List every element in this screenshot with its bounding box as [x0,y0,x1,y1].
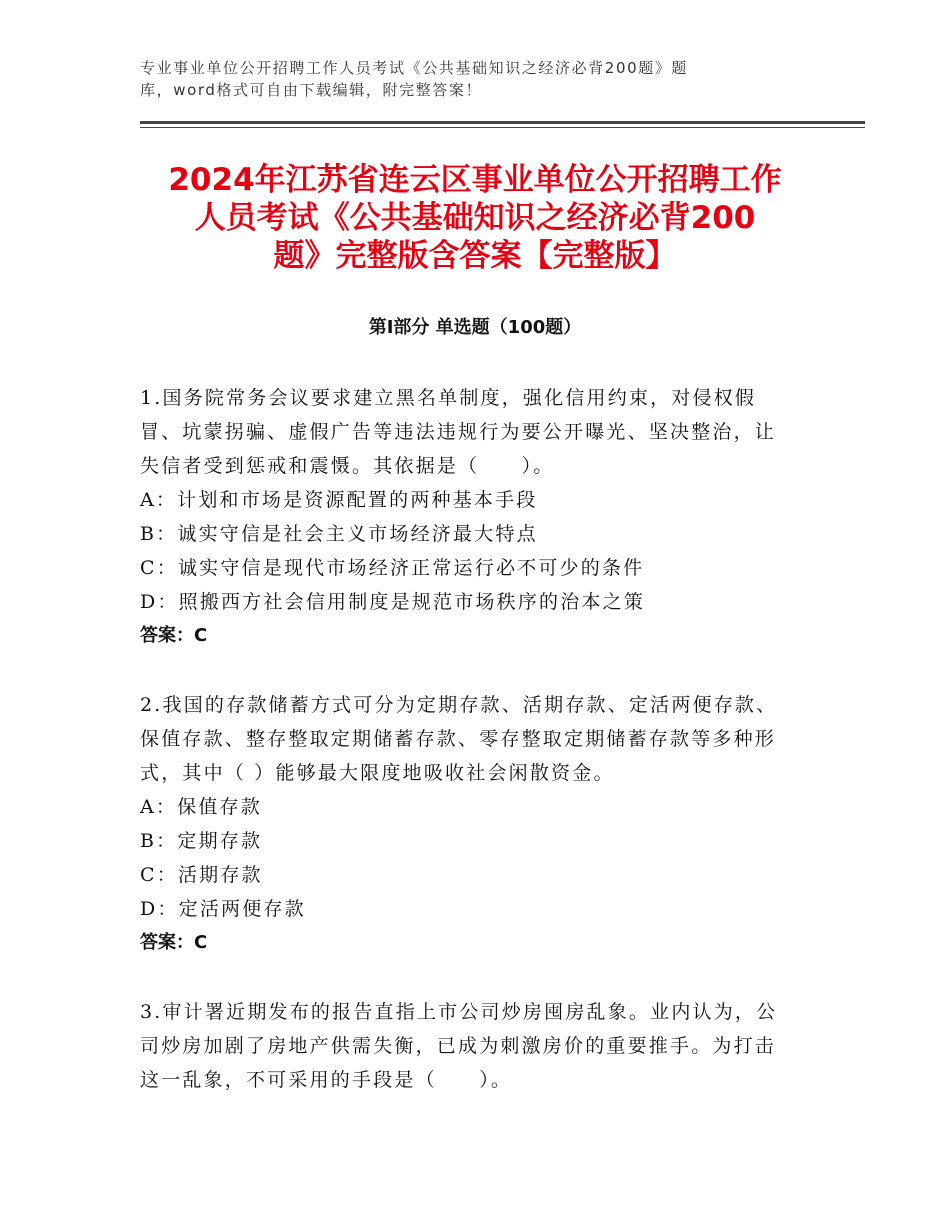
document-title [0,161,950,275]
question-text-line: 司炒房加剧了房地产供需失衡，已成为刺激房价的重要推手。为打击 [140,1035,777,1057]
section-heading: 第Ⅰ部分 单选题（100题） [368,317,582,338]
option-d: D：定活两便存款 [140,898,306,920]
header-line: 专业事业单位公开招聘工作人员考试《公共基础知识之经济必背200题》题 [140,59,689,77]
question-3 [140,995,840,1097]
option-c: C：诚实守信是现代市场经济正常运行必不可少的条件 [140,557,645,579]
question-1 [140,381,840,653]
header-rule-thin [140,127,865,128]
answer: 答案：C [140,625,208,646]
answer: 答案：C [140,932,208,953]
title-line: 2024年江苏省连云区事业单位公开招聘工作 [168,162,782,198]
option-b: B：诚实守信是社会主义市场经济最大特点 [140,523,538,545]
question-text-line: 3.审计署近期发布的报告直指上市公司炒房囤房乱象。业内认为，公 [140,1001,778,1023]
question-text-line: 保值存款、整存整取定期储蓄存款、零存整取定期储蓄存款等多种形 [140,728,777,750]
title-line: 人员考试《公共基础知识之经济必背200 [194,200,756,236]
page-header [140,57,865,101]
title-line: 题》完整版含答案【完整版】 [273,238,677,274]
question-text-line: 这一乱象，不可采用的手段是（ ）。 [140,1069,513,1091]
question-2 [140,688,840,960]
header-line: 库，word格式可自由下载编辑，附完整答案！ [140,81,483,99]
option-b: B：定期存款 [140,830,263,852]
question-text-line: 冒、坑蒙拐骗、虚假广告等违法违规行为要公开曝光、坚决整治，让 [140,421,777,443]
option-a: A：保值存款 [140,796,262,818]
option-c: C：活期存款 [140,864,263,886]
option-d: D：照搬西方社会信用制度是规范市场秩序的治本之策 [140,591,646,613]
question-text-line: 1.国务院常务会议要求建立黑名单制度，强化信用约束，对侵权假 [140,387,757,409]
question-text-line: 2.我国的存款储蓄方式可分为定期存款、活期存款、定活两便存款、 [140,694,778,716]
option-a: A：计划和市场是资源配置的两种基本手段 [140,489,538,511]
header-rule-thick [140,121,865,124]
question-text-line: 式，其中（ ）能够最大限度地吸收社会闲散资金。 [140,762,615,784]
question-text-line: 失信者受到惩戒和震慑。其依据是（ ）。 [140,455,555,477]
